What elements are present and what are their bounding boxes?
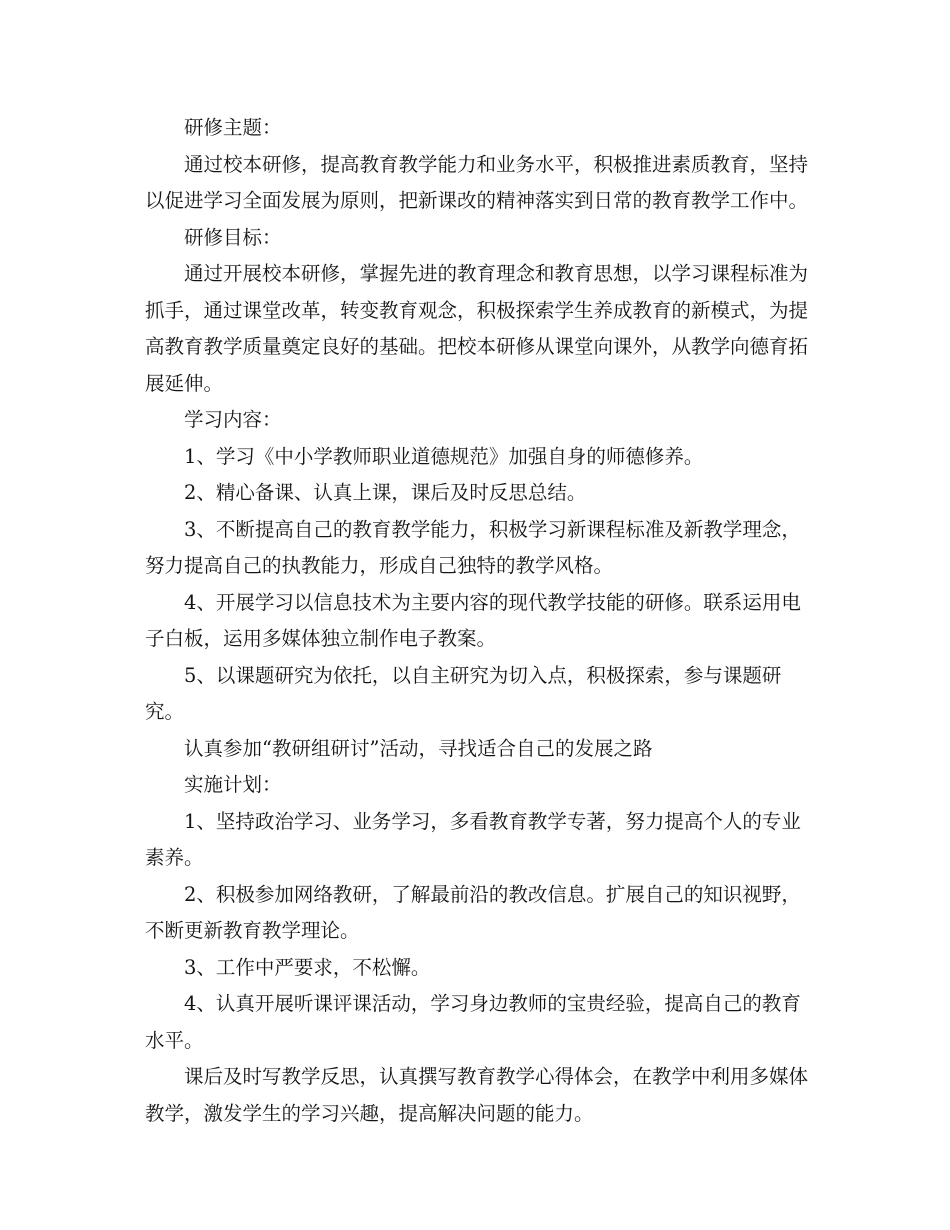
list-item-study-2: 2、精心备课、认真上课，课后及时反思总结。	[184, 481, 587, 504]
paragraph-reflection: 课后及时写教学反思，认真撰写教育教学心得体会，在教学中利用多媒体教学，激发学生的学习兴趣，提高解决问题的能力。	[145, 1065, 809, 1125]
list-item-plan-3: 3、工作中严要求，不松懈。	[184, 955, 431, 979]
paragraph-research-goals: 通过开展校本研修，掌握先进的教育理念和教育思想，以学习课程标准为抓手，通过课堂改革，转变教育观念，积极探索学生养成教育的新模式，为提高教育教学质量奠定良好的基础。把校本研修从课堂向课外，从教学向德育拓展延伸。	[145, 262, 809, 395]
list-item-study-1: 1、学习《中小学教师职业道德规范》加强自身的师德修养。	[184, 444, 704, 468]
list-item-study-5: 5、以课题研究为依托，以自主研究为切入点，积极探索，参与课题研究。	[145, 663, 782, 723]
list-item-study-3: 3、不断提高自己的教育教学能力，积极学习新课程标准及新教学理念，努力提高自己的执教能力，形成自己独特的教学风格。	[145, 517, 801, 577]
heading-research-theme: 研修主题：	[184, 116, 282, 139]
paragraph-teaching-group: 认真参加“教研组研讨”活动，寻找适合自己的发展之路	[184, 736, 653, 760]
heading-implementation-plan: 实施计划：	[184, 773, 282, 796]
list-item-study-4: 4、开展学习以信息技术为主要内容的现代教学技能的研修。联系运用电子白板，运用多媒体独立制作电子教案。	[145, 590, 801, 650]
paragraph-research-theme: 通过校本研修，提高教育教学能力和业务水平，积极推进素质教育，坚持以促进学习全面发展为原则，把新课改的精神落实到日常的教育教学工作中。	[145, 152, 809, 212]
document-body	[145, 110, 815, 1132]
heading-research-goals: 研修目标：	[184, 225, 282, 249]
list-item-plan-1: 1、坚持政治学习、业务学习，多看教育教学专著，努力提高个人的专业素养。	[145, 809, 801, 869]
heading-study-content: 学习内容：	[184, 408, 282, 431]
list-item-plan-2: 2、积极参加网络教研，了解最前沿的教改信息。扩展自己的知识视野，不断更新教育教学理论。	[145, 882, 801, 942]
list-item-plan-4: 4、认真开展听课评课活动，学习身边教师的宝贵经验，提高自己的教育水平。	[145, 992, 801, 1052]
